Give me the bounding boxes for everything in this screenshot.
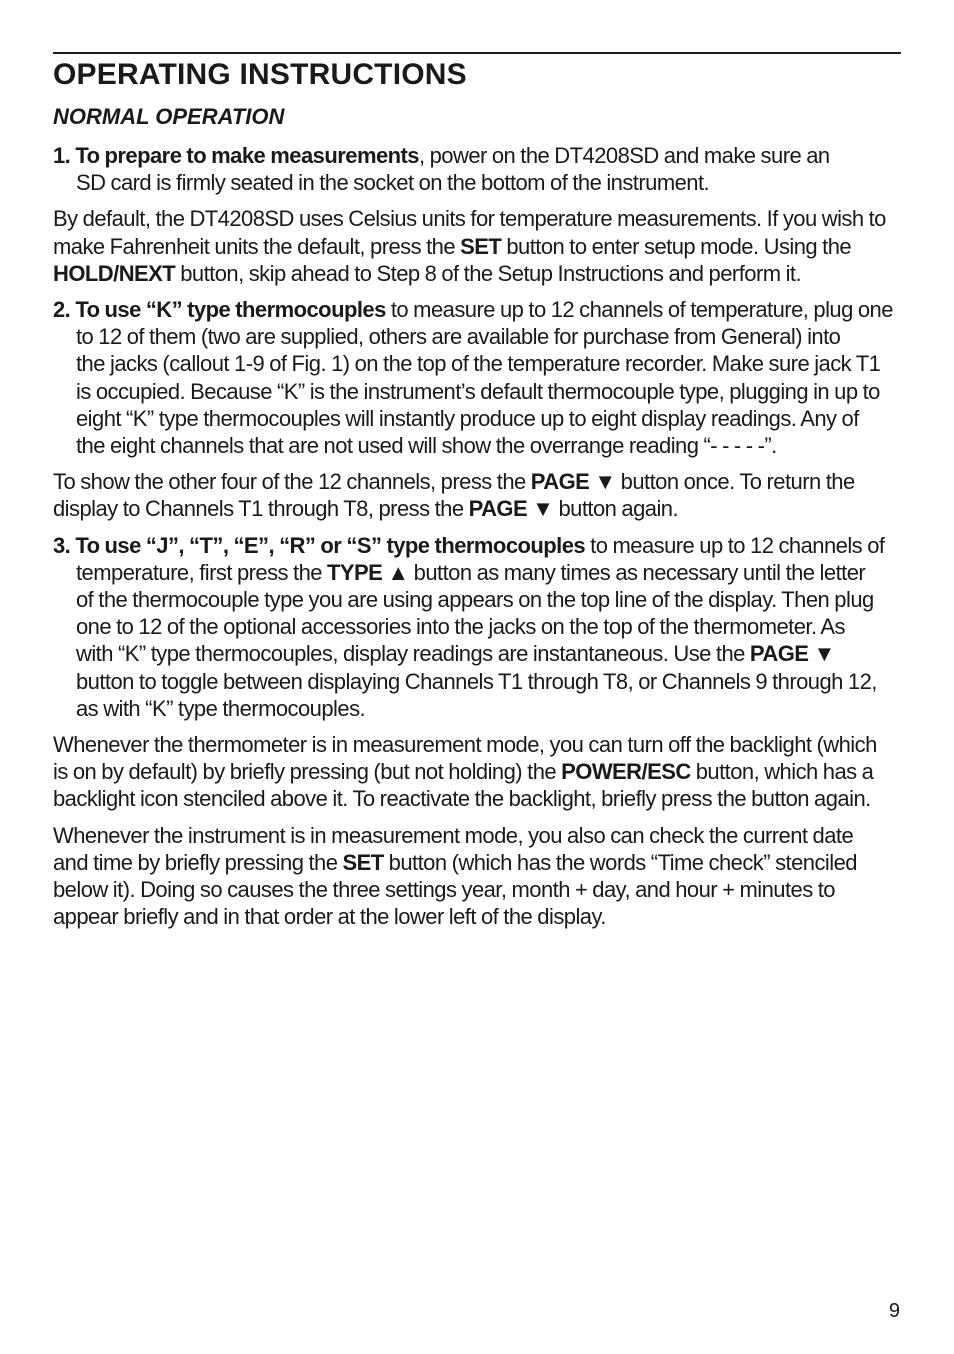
- page-button-ref: PAGE ▼: [749, 641, 835, 667]
- step-3-number: 3.: [53, 532, 71, 558]
- set-button-ref: SET: [460, 233, 502, 259]
- step-1-prepare: [53, 142, 903, 196]
- step-2-line: the eight channels that are not used will show the overrange reading “- - - - -”.: [76, 433, 777, 459]
- step-2-line: to 12 of them (two are supplied, others are available for purchase from General) into: [76, 324, 841, 350]
- step-2-line: is occupied. Because “K” is the instrument’s default thermocouple type, plugging in up to: [76, 378, 880, 404]
- instructions-body: [53, 142, 903, 930]
- paragraph-line: Whenever the thermometer is in measurement mode, you can turn off the backlight (which: [53, 732, 877, 758]
- step-3-other-thermocouples: [53, 532, 903, 722]
- step-3-line: as with “K” type thermocouples.: [76, 695, 366, 721]
- step-1-lead: To prepare to make measurements: [75, 143, 419, 168]
- paragraph-line: is on by default) by briefly pressing (but not holding) the POWER/ESC button, which has a: [53, 759, 874, 785]
- set-button-ref: SET: [342, 849, 384, 875]
- step-3-line: 3. To use “J”, “T”, “E”, “R” or “S” type thermocouples to measure up to 12 channels of: [53, 532, 885, 558]
- section-title: NORMAL OPERATION: [53, 104, 285, 129]
- paragraph-line: and time by briefly pressing the SET button (which has the words “Time check” stenciled: [53, 849, 857, 875]
- paragraph-line: make Fahrenheit units the default, press the SET button to enter setup mode. Using the: [53, 233, 852, 259]
- paragraph-line: Whenever the instrument is in measurement mode, you also can check the current date: [53, 822, 854, 848]
- step-3-line: button to toggle between displaying Channels T1 through T8, or Channels 9 through 12,: [76, 668, 877, 694]
- paragraph-line: backlight icon stenciled above it. To reactivate the backlight, briefly press the button again.: [53, 786, 871, 812]
- step-2-line: eight “K” type thermocouples will instantly produce up to eight display readings. Any of: [76, 405, 859, 431]
- paragraph-line: To show the other four of the 12 channels, press the PAGE ▼ button once. To return the: [53, 469, 855, 495]
- page-title: OPERATING INSTRUCTIONS: [53, 58, 467, 91]
- default-units-paragraph: [53, 205, 903, 287]
- page-button-ref: PAGE ▼: [530, 469, 616, 495]
- type-button-ref: TYPE ▲: [327, 559, 409, 585]
- backlight-paragraph: [53, 731, 903, 813]
- step-2-line: the jacks (callout 1-9 of Fig. 1) on the top of the temperature recorder. Make sure jack T1: [76, 351, 881, 377]
- time-check-paragraph: [53, 822, 903, 931]
- power-esc-button-ref: POWER/ESC: [561, 759, 691, 785]
- page-toggle-paragraph: [53, 468, 903, 522]
- step-2-k-thermocouples: [53, 296, 903, 459]
- page-button-ref: PAGE ▼: [468, 496, 554, 522]
- step-1-line: 1. To prepare to make measurements, power on the DT4208SD and make sure an: [53, 143, 830, 168]
- paragraph-line: appear briefly and in that order at the lower left of the display.: [53, 904, 606, 930]
- step-2-lead: To use “K” type thermocouples: [75, 297, 386, 323]
- step-3-line: temperature, first press the TYPE ▲ button as many times as necessary until the letter: [76, 559, 866, 585]
- page-number: 9: [888, 1300, 900, 1322]
- paragraph-line: By default, the DT4208SD uses Celsius units for temperature measurements. If you wish to: [53, 206, 886, 232]
- step-3-line: with “K” type thermocouples, display readings are instantaneous. Use the PAGE ▼: [76, 641, 835, 667]
- step-1-number: 1.: [53, 143, 71, 168]
- hold-next-button-ref: HOLD/NEXT: [53, 260, 176, 286]
- paragraph-line: below it). Doing so causes the three settings year, month + day, and hour + minutes to: [53, 877, 835, 903]
- header-rule: [53, 52, 901, 54]
- step-3-lead: To use “J”, “T”, “E”, “R” or “S” type thermocouples: [75, 532, 586, 558]
- step-1-line: SD card is firmly seated in the socket on the bottom of the instrument.: [76, 170, 710, 196]
- paragraph-line: HOLD/NEXT button, skip ahead to Step 8 of the Setup Instructions and perform it.: [53, 260, 802, 286]
- step-3-line: one to 12 of the optional accessories into the jacks on the top of the thermometer. As: [76, 614, 845, 640]
- paragraph-line: display to Channels T1 through T8, press the PAGE ▼ button again.: [53, 496, 679, 522]
- step-3-line: of the thermocouple type you are using appears on the top line of the display. Then plug: [76, 587, 874, 613]
- step-2-number: 2.: [53, 297, 71, 323]
- step-2-line: 2. To use “K” type thermocouples to measure up to 12 channels of temperature, plug one: [53, 297, 893, 323]
